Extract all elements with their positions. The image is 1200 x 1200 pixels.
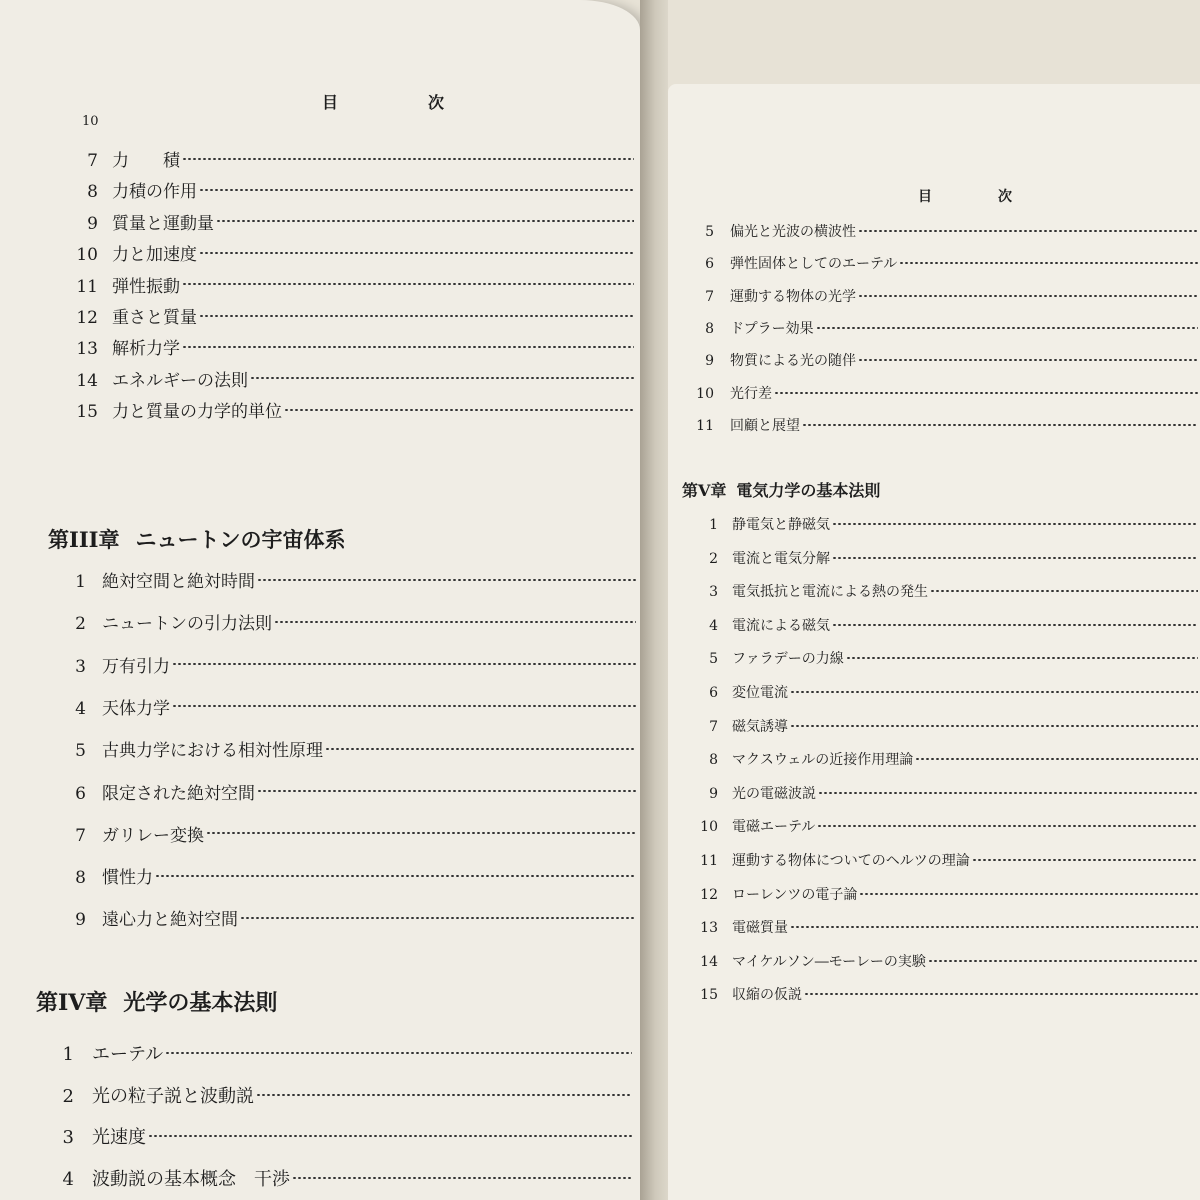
dot-leader: [250, 377, 634, 379]
toc-entry-number: 5: [705, 224, 714, 240]
toc-entry-number: 8: [75, 868, 86, 889]
toc-entry-number: 11: [696, 417, 714, 434]
toc-entry-title: 運動する物体についてのヘルツの理論: [732, 853, 970, 869]
toc-entry: [70, 146, 634, 171]
toc-entry-number: 1: [75, 572, 86, 592]
toc-entry-number: 8: [709, 752, 718, 769]
toc-entry: [58, 821, 636, 846]
toc-entry: [688, 816, 1198, 836]
toc-entry-title: エーテル: [92, 1044, 164, 1065]
toc-entry: [70, 303, 634, 328]
dot-leader: [928, 960, 1198, 962]
toc-entry-number: 9: [709, 785, 718, 802]
toc-entry-number: 4: [709, 617, 718, 634]
dot-leader: [804, 993, 1198, 995]
dot-leader: [257, 579, 636, 581]
toc-entry: [58, 694, 636, 719]
dot-leader: [182, 158, 634, 160]
dot-leader: [256, 1094, 632, 1096]
toc-entry-title: 絶対空間と絶対時間: [102, 572, 255, 592]
dot-leader: [915, 758, 1198, 760]
chapter-title: 電気力学の基本法則: [736, 481, 881, 500]
dot-leader: [292, 1177, 632, 1179]
toc-entry-title: 万有引力: [102, 656, 170, 677]
toc-entry: [688, 318, 1198, 338]
toc-entry-title: 運動する物体の光学: [730, 288, 856, 305]
chapter-3-heading: [48, 524, 345, 554]
dot-leader: [832, 557, 1198, 559]
dot-leader: [972, 859, 1198, 861]
toc-entry: [688, 951, 1198, 971]
dot-leader: [284, 409, 634, 411]
toc-entry-title: 力と加速度: [112, 245, 197, 266]
toc-entry: [70, 209, 634, 234]
toc-entry-number: 5: [75, 741, 86, 762]
dot-leader: [790, 725, 1198, 727]
toc-entry: [688, 850, 1198, 870]
dot-leader: [858, 295, 1198, 297]
dot-leader: [172, 663, 636, 665]
toc-entry: [688, 984, 1198, 1004]
toc-entry-number: 4: [62, 1168, 74, 1190]
dot-leader: [199, 315, 634, 317]
toc-entry-number: 6: [705, 256, 714, 273]
dot-leader: [846, 657, 1198, 659]
dot-leader: [148, 1135, 632, 1137]
toc-entry-title: 光行差: [730, 385, 772, 402]
chapter-title: 光学の基本法則: [123, 990, 278, 1016]
toc-entry-title: 電気抵抗と電流による熱の発生: [732, 584, 928, 601]
toc-entry-title: 光の粒子説と波動説: [92, 1085, 254, 1107]
left-page-number: 10: [82, 114, 99, 129]
dot-leader: [274, 621, 636, 623]
dot-leader: [172, 705, 636, 707]
toc-entry-number: 10: [700, 819, 718, 836]
toc-entry-title: 電磁質量: [732, 920, 788, 937]
toc-entry: [688, 615, 1198, 635]
dot-leader: [832, 624, 1198, 626]
toc-entry: [46, 1082, 632, 1108]
running-head-right-char: 次: [427, 93, 446, 112]
toc-entry-number: 3: [62, 1127, 74, 1148]
toc-entry-title: 光の電磁波説: [732, 785, 816, 802]
running-head-left-char: 目: [322, 93, 341, 112]
dot-leader: [790, 691, 1198, 693]
chapter-title: ニュートンの宇宙体系: [135, 527, 346, 552]
toc-entry-title: 古典力学における相対性原理: [102, 741, 323, 762]
toc-entry-title: ファラデーの力線: [732, 651, 844, 668]
left-running-head: [322, 90, 446, 113]
toc-entry-title: 天体力学: [102, 698, 170, 719]
toc-entry: [688, 884, 1198, 904]
toc-entry: [70, 366, 634, 391]
chapter-label: 第V章: [682, 481, 727, 500]
toc-entry: [58, 736, 636, 761]
chapter-4-heading: [36, 986, 277, 1017]
running-head-left-char: 目: [918, 189, 934, 205]
toc-entry-number: 9: [705, 353, 714, 370]
toc-entry-title: エネルギーの法則: [112, 370, 248, 391]
dot-leader: [182, 346, 634, 348]
toc-entry: [688, 783, 1198, 803]
toc-entry-number: 11: [700, 853, 718, 869]
toc-entry-title: ドプラー効果: [730, 320, 814, 337]
dot-leader: [832, 523, 1198, 525]
toc-entry-number: 9: [75, 910, 86, 931]
toc-entry: [58, 609, 636, 634]
toc-entry: [46, 1123, 632, 1149]
dot-leader: [155, 875, 636, 877]
toc-entry-number: 2: [75, 614, 86, 635]
toc-entry-title: 電磁エーテル: [732, 819, 816, 836]
dot-leader: [774, 392, 1198, 394]
toc-entry: [688, 383, 1198, 403]
toc-entry: [688, 548, 1198, 568]
toc-entry-number: 14: [76, 370, 98, 391]
toc-entry-title: 重さと質量: [112, 308, 197, 328]
dot-leader: [859, 893, 1198, 895]
toc-entry: [46, 1165, 632, 1191]
dot-leader: [325, 748, 636, 750]
toc-entry: [688, 917, 1198, 937]
toc-entry: [70, 334, 634, 359]
toc-entry-number: 9: [87, 213, 98, 234]
toc-entry-number: 2: [709, 550, 718, 567]
toc-entry: [688, 415, 1198, 435]
dot-leader: [790, 926, 1198, 928]
dot-leader: [182, 283, 634, 285]
toc-entry-number: 7: [87, 151, 98, 171]
toc-entry-title: 光速度: [92, 1127, 146, 1148]
toc-entry-title: 電流と電気分解: [732, 550, 830, 567]
toc-entry-number: 2: [62, 1085, 74, 1107]
toc-entry-title: 力と質量の力学的単位: [112, 402, 282, 423]
toc-entry-number: 3: [75, 656, 86, 677]
toc-entry: [688, 682, 1198, 702]
toc-entry-number: 10: [76, 245, 98, 266]
toc-entry-title: 弾性固体としてのエーテル: [730, 256, 898, 273]
toc-entry-title: 磁気誘導: [732, 718, 788, 735]
toc-entry-title: 遠心力と絶対空間: [102, 910, 238, 931]
toc-entry: [70, 272, 634, 297]
dot-leader: [257, 790, 636, 792]
chapter-label: 第III章: [48, 527, 120, 552]
toc-entry-title: 収縮の仮説: [732, 987, 802, 1004]
toc-entry-number: 3: [709, 584, 718, 601]
toc-entry-title: 弾性振動: [112, 276, 180, 297]
toc-entry-title: 力積の作用: [112, 182, 197, 203]
toc-entry: [688, 286, 1198, 306]
dot-leader: [817, 825, 1198, 827]
dot-leader: [930, 590, 1198, 592]
toc-entry-title: マクスウェルの近接作用理論: [732, 752, 914, 769]
toc-entry-title: 慣性力: [102, 868, 153, 889]
toc-entry: [688, 716, 1198, 736]
right-page: [668, 84, 1200, 1200]
toc-entry-title: 偏光と光波の横波性: [730, 224, 856, 240]
toc-entry-title: 回顧と展望: [730, 417, 800, 434]
dot-leader: [858, 230, 1198, 232]
toc-entry-title: 静電気と静磁気: [732, 517, 830, 533]
dot-leader: [216, 220, 634, 222]
dot-leader: [199, 189, 634, 191]
right-running-head: [918, 186, 1014, 206]
dot-leader: [802, 424, 1198, 426]
toc-entry: [58, 567, 636, 592]
dot-leader: [816, 327, 1198, 329]
toc-entry-number: 13: [700, 920, 718, 937]
toc-entry-number: 8: [705, 320, 714, 337]
toc-entry: [688, 350, 1198, 370]
dot-leader: [240, 917, 636, 919]
toc-entry-number: 14: [700, 953, 718, 970]
toc-entry-number: 15: [76, 402, 98, 423]
toc-entry: [688, 514, 1198, 534]
toc-entry-number: 10: [696, 385, 714, 402]
chapter-5-heading: [682, 478, 880, 501]
toc-entry-number: 8: [87, 182, 98, 203]
book-gutter: [640, 0, 668, 1200]
toc-entry-title: 力 積: [112, 151, 180, 171]
toc-entry-number: 4: [75, 698, 86, 719]
toc-entry: [688, 581, 1198, 601]
toc-entry-title: 限定された絶対空間: [102, 783, 255, 804]
toc-entry-title: 物質による光の随伴: [730, 353, 856, 370]
dot-leader: [818, 792, 1198, 794]
toc-entry: [688, 253, 1198, 273]
toc-entry-number: 7: [75, 825, 86, 846]
dot-leader: [165, 1052, 632, 1054]
toc-entry-number: 5: [709, 651, 718, 668]
toc-entry-number: 13: [76, 339, 98, 360]
toc-entry-number: 15: [700, 987, 718, 1004]
toc-entry: [70, 177, 634, 202]
running-head-right-char: 次: [998, 189, 1014, 205]
toc-entry-number: 11: [76, 276, 98, 297]
toc-entry-number: 7: [709, 718, 718, 735]
dot-leader: [899, 262, 1198, 264]
toc-entry-number: 6: [709, 685, 718, 701]
dot-leader: [206, 832, 636, 834]
toc-entry-number: 6: [75, 783, 86, 804]
toc-entry: [688, 221, 1198, 241]
toc-entry: [70, 240, 634, 265]
toc-entry: [70, 397, 634, 422]
toc-entry-title: 変位電流: [732, 685, 788, 701]
toc-entry: [58, 779, 636, 804]
toc-entry-number: 1: [709, 517, 718, 533]
toc-entry-number: 1: [62, 1044, 74, 1065]
toc-entry: [688, 648, 1198, 668]
dot-leader: [199, 252, 634, 254]
toc-entry-title: 解析力学: [112, 339, 180, 360]
toc-entry-title: ガリレー変換: [102, 825, 204, 846]
toc-entry: [46, 1040, 632, 1066]
dot-leader: [858, 359, 1198, 361]
toc-entry: [58, 863, 636, 888]
toc-entry: [688, 749, 1198, 769]
chapter-label: 第IV章: [36, 990, 108, 1016]
toc-entry-title: マイケルソン―モーレーの実験: [732, 953, 926, 970]
toc-entry-number: 12: [76, 308, 98, 328]
toc-entry: [58, 652, 636, 677]
toc-entry-number: 12: [700, 886, 718, 903]
toc-entry-title: 波動説の基本概念 干渉: [92, 1168, 290, 1190]
toc-entry-title: ローレンツの電子論: [732, 886, 858, 903]
toc-entry-title: 質量と運動量: [112, 213, 214, 234]
toc-entry-title: 電流による磁気: [732, 617, 830, 634]
toc-entry-number: 7: [705, 288, 714, 305]
toc-entry: [58, 905, 636, 930]
toc-entry-title: ニュートンの引力法則: [102, 614, 272, 635]
